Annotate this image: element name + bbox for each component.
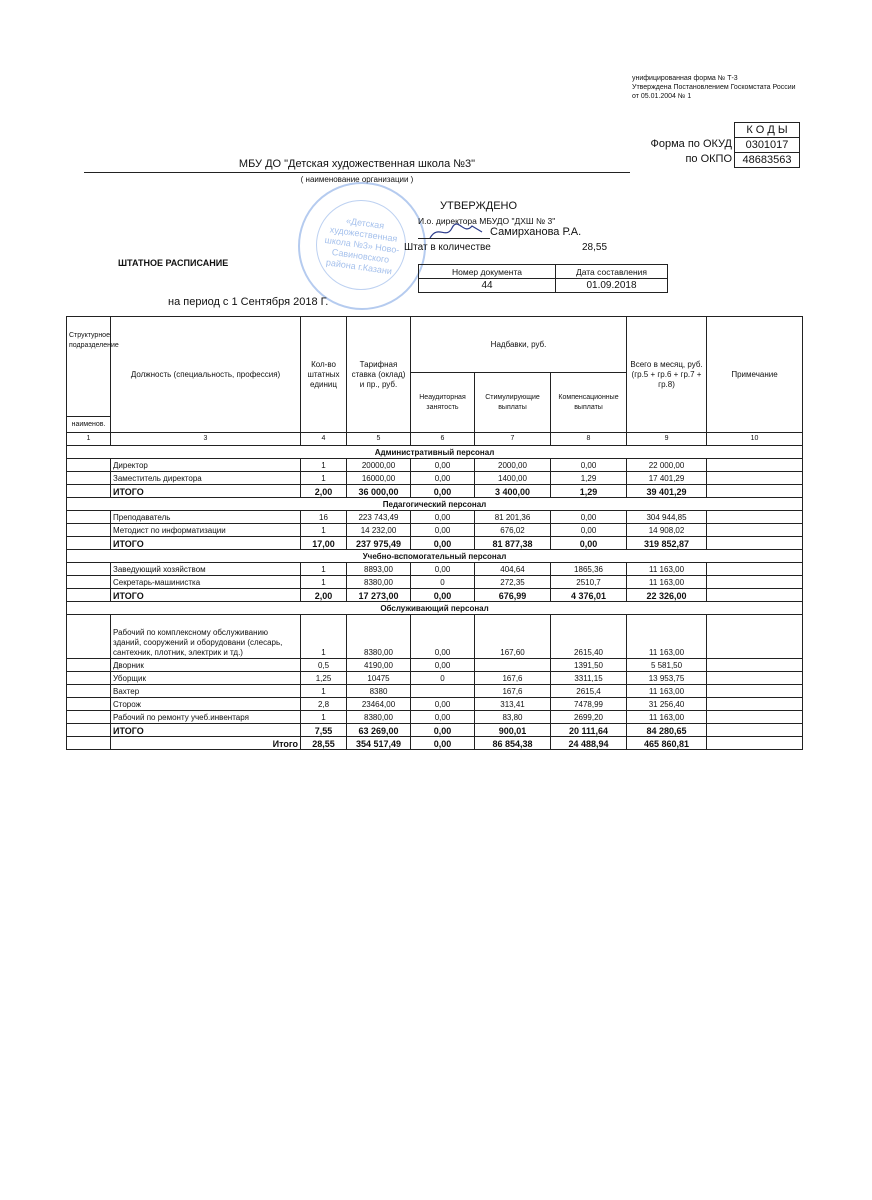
rate-cell: 17 273,00: [347, 589, 411, 602]
okud-code: 0301017: [735, 138, 799, 153]
extra-cell: 0,00: [411, 472, 475, 485]
header-extra: Неаудиторная занятость: [411, 373, 475, 433]
comp-cell: 0,00: [551, 524, 627, 537]
struct-cell: [67, 563, 111, 576]
total-cell: 465 860,81: [627, 737, 707, 750]
header-comp: Компенсационные выплаты: [551, 373, 627, 433]
total-cell: 11 163,00: [627, 576, 707, 589]
section-title: Педагогический персонал: [67, 498, 803, 511]
staff-count-value: 28,55: [582, 242, 608, 253]
rate-cell: 8380,00: [347, 615, 411, 659]
rate-cell: 63 269,00: [347, 724, 411, 737]
rate-cell: 8893,00: [347, 563, 411, 576]
approver-position: И.о. директора МБУДО "ДХШ № 3": [418, 216, 556, 226]
struct-cell: [67, 459, 111, 472]
stim-cell: 676,02: [475, 524, 551, 537]
struct-cell: [67, 589, 111, 602]
total-cell: 304 944,85: [627, 511, 707, 524]
note-cell: [707, 685, 803, 698]
section-title: Учебно-вспомогательный персонал: [67, 550, 803, 563]
stim-cell: 1400,00: [475, 472, 551, 485]
comp-cell: 0,00: [551, 511, 627, 524]
note-cell: [707, 615, 803, 659]
signature-mark: [428, 222, 484, 242]
total-cell: 14 908,02: [627, 524, 707, 537]
section-header-row: [67, 602, 803, 615]
extra-cell: 0: [411, 672, 475, 685]
position-cell: Вахтер: [111, 685, 301, 698]
stim-cell: 167,6: [475, 685, 551, 698]
col-num: 7: [475, 433, 551, 446]
organization-name: МБУ ДО "Детская художественная школа №3": [84, 158, 630, 173]
note-cell: [707, 485, 803, 498]
position-cell: Рабочий по комплексному обслуживанию зданий, сооружений и оборудовани (слесарь, сантехник, плотник, электрик и тд.): [111, 615, 301, 659]
total-cell: 5 581,50: [627, 659, 707, 672]
col-num: 1: [67, 433, 111, 446]
comp-cell: 20 111,64: [551, 724, 627, 737]
header-position: Должность (специальность, профессия): [111, 317, 301, 433]
position-cell: Уборщик: [111, 672, 301, 685]
rate-cell: 237 975,49: [347, 537, 411, 550]
count-cell: 1: [301, 472, 347, 485]
total-row: [67, 537, 803, 550]
struct-cell: [67, 485, 111, 498]
position-cell: Методист по информатизации: [111, 524, 301, 537]
stim-cell: 81 877,38: [475, 537, 551, 550]
struct-cell: [67, 737, 111, 750]
col-num: 8: [551, 433, 627, 446]
rate-cell: 8380,00: [347, 576, 411, 589]
struct-cell: [67, 537, 111, 550]
comp-cell: 4 376,01: [551, 589, 627, 602]
count-cell: 2,8: [301, 698, 347, 711]
comp-cell: 2615,4: [551, 685, 627, 698]
struct-cell: [67, 672, 111, 685]
table-row: [67, 685, 803, 698]
comp-cell: 24 488,94: [551, 737, 627, 750]
comp-cell: 2510,7: [551, 576, 627, 589]
col-num: 5: [347, 433, 411, 446]
total-row: [67, 724, 803, 737]
comp-cell: 2615,40: [551, 615, 627, 659]
col-num: 3: [111, 433, 301, 446]
total-cell: 11 163,00: [627, 685, 707, 698]
count-cell: 7,55: [301, 724, 347, 737]
position-cell: Сторож: [111, 698, 301, 711]
stim-cell: 81 201,36: [475, 511, 551, 524]
rate-cell: 36 000,00: [347, 485, 411, 498]
rate-cell: 23464,00: [347, 698, 411, 711]
table-row: [67, 511, 803, 524]
table-row: [67, 711, 803, 724]
section-header-row: [67, 446, 803, 459]
count-cell: 2,00: [301, 589, 347, 602]
extra-cell: 0,00: [411, 524, 475, 537]
header-struct-sub: наименов.: [67, 417, 111, 433]
struct-cell: [67, 698, 111, 711]
stim-cell: 167,6: [475, 672, 551, 685]
comp-cell: 1865,36: [551, 563, 627, 576]
struct-cell: [67, 524, 111, 537]
form-note-line: Утверждена Постановлением Госкомстата России: [632, 84, 796, 91]
count-cell: 1: [301, 563, 347, 576]
col-num: 9: [627, 433, 707, 446]
note-cell: [707, 472, 803, 485]
note-cell: [707, 711, 803, 724]
position-cell: Итого: [111, 737, 301, 750]
section-title: Обслуживающий персонал: [67, 602, 803, 615]
note-cell: [707, 698, 803, 711]
form-note: [632, 74, 832, 101]
header-struct: Структурное подразделение: [67, 317, 111, 417]
extra-cell: 0: [411, 576, 475, 589]
extra-cell: 0,00: [411, 698, 475, 711]
col-num: 10: [707, 433, 803, 446]
stim-cell: 2000,00: [475, 459, 551, 472]
position-cell: Преподаватель: [111, 511, 301, 524]
table-row: [67, 563, 803, 576]
position-cell: ИТОГО: [111, 537, 301, 550]
stim-cell: 167,60: [475, 615, 551, 659]
position-cell: Секретарь-машинистка: [111, 576, 301, 589]
rate-cell: 8380: [347, 685, 411, 698]
extra-cell: 0,00: [411, 589, 475, 602]
total-cell: 17 401,29: [627, 472, 707, 485]
count-cell: 1: [301, 711, 347, 724]
total-cell: 84 280,65: [627, 724, 707, 737]
total-cell: 11 163,00: [627, 711, 707, 724]
rate-cell: 223 743,49: [347, 511, 411, 524]
extra-cell: 0,00: [411, 659, 475, 672]
rate-cell: 354 517,49: [347, 737, 411, 750]
stim-cell: 404,64: [475, 563, 551, 576]
extra-cell: 0,00: [411, 737, 475, 750]
doc-date-label: Дата составления: [556, 265, 668, 279]
section-header-row: [67, 550, 803, 563]
stim-cell: 83,80: [475, 711, 551, 724]
total-cell: 11 163,00: [627, 563, 707, 576]
position-cell: ИТОГО: [111, 589, 301, 602]
okpo-code: 48683563: [742, 154, 792, 166]
codes-box: [734, 122, 800, 168]
struct-cell: [67, 472, 111, 485]
staff-count: [404, 242, 624, 253]
rate-cell: 8380,00: [347, 711, 411, 724]
section-title: Административный персонал: [67, 446, 803, 459]
rate-cell: 16000,00: [347, 472, 411, 485]
note-cell: [707, 563, 803, 576]
position-cell: Заведующий хозяйством: [111, 563, 301, 576]
header-note: Примечание: [707, 317, 803, 433]
count-cell: 0,5: [301, 659, 347, 672]
position-cell: Заместитель директора: [111, 472, 301, 485]
count-cell: 28,55: [301, 737, 347, 750]
form-note-line: от 05.01.2004 № 1: [632, 93, 692, 100]
signer-name: Самирханова Р.А.: [490, 226, 582, 238]
comp-cell: 0,00: [551, 459, 627, 472]
approved-title: УТВЕРЖДЕНО: [440, 200, 518, 212]
note-cell: [707, 589, 803, 602]
total-row: [67, 589, 803, 602]
rate-cell: 20000,00: [347, 459, 411, 472]
struct-cell: [67, 685, 111, 698]
extra-cell: 0,00: [411, 724, 475, 737]
count-cell: 16: [301, 511, 347, 524]
header-allowances: Надбавки, руб.: [411, 317, 627, 373]
extra-cell: [411, 685, 475, 698]
col-num: 4: [301, 433, 347, 446]
note-cell: [707, 459, 803, 472]
table-row: [67, 524, 803, 537]
comp-cell: 3311,15: [551, 672, 627, 685]
note-cell: [707, 537, 803, 550]
document-title: ШТАТНОЕ РАСПИСАНИЕ: [118, 258, 229, 268]
extra-cell: 0,00: [411, 711, 475, 724]
extra-cell: 0,00: [411, 485, 475, 498]
total-row: [67, 485, 803, 498]
extra-cell: 0,00: [411, 615, 475, 659]
comp-cell: 0,00: [551, 537, 627, 550]
rate-cell: 10475: [347, 672, 411, 685]
codes-header: К О Д Ы: [735, 123, 799, 138]
struct-cell: [67, 659, 111, 672]
note-cell: [707, 511, 803, 524]
stim-cell: 900,01: [475, 724, 551, 737]
count-cell: 1: [301, 576, 347, 589]
header-rate: Тарифная ставка (оклад) и пр., руб.: [347, 317, 411, 433]
col-num: 6: [411, 433, 475, 446]
grand-total-row: [67, 737, 803, 750]
struct-cell: [67, 724, 111, 737]
stamp-text: «Детская художественная школа №3» Ново-Савиновского района г.Казани: [324, 215, 400, 277]
position-cell: ИТОГО: [111, 485, 301, 498]
position-cell: Дворник: [111, 659, 301, 672]
stim-cell: 313,41: [475, 698, 551, 711]
struct-cell: [67, 615, 111, 659]
total-cell: 13 953,75: [627, 672, 707, 685]
note-cell: [707, 724, 803, 737]
total-cell: 22 000,00: [627, 459, 707, 472]
total-cell: 319 852,87: [627, 537, 707, 550]
staff-count-label: Штат в количестве: [404, 242, 491, 253]
stim-cell: [475, 659, 551, 672]
note-cell: [707, 659, 803, 672]
document-info-table: [418, 264, 668, 293]
table-row: [67, 698, 803, 711]
rate-cell: 14 232,00: [347, 524, 411, 537]
document-period: на период с 1 Сентября 2018 Г.: [168, 296, 329, 308]
table-row: [67, 576, 803, 589]
count-cell: 17,00: [301, 537, 347, 550]
comp-cell: 1,29: [551, 472, 627, 485]
table-row: [67, 659, 803, 672]
comp-cell: 1391,50: [551, 659, 627, 672]
comp-cell: 2699,20: [551, 711, 627, 724]
staff-table: [66, 316, 803, 750]
struct-cell: [67, 511, 111, 524]
total-cell: 31 256,40: [627, 698, 707, 711]
table-row: [67, 459, 803, 472]
doc-number-label: Номер документа: [419, 265, 556, 279]
note-cell: [707, 524, 803, 537]
table-row: [67, 615, 803, 659]
extra-cell: 0,00: [411, 511, 475, 524]
count-cell: 1,25: [301, 672, 347, 685]
position-cell: ИТОГО: [111, 724, 301, 737]
comp-cell: 1,29: [551, 485, 627, 498]
struct-cell: [67, 711, 111, 724]
count-cell: 2,00: [301, 485, 347, 498]
note-cell: [707, 576, 803, 589]
stim-cell: 272,35: [475, 576, 551, 589]
header-total: Всего в месяц, руб. (гр.5 + гр.6 + гр.7 + гр.8): [627, 317, 707, 433]
table-row: [67, 472, 803, 485]
position-cell: Директор: [111, 459, 301, 472]
doc-number: 44: [419, 279, 556, 293]
stim-cell: 676,99: [475, 589, 551, 602]
total-cell: 11 163,00: [627, 615, 707, 659]
position-cell: Рабочий по ремонту учеб.инвентаря: [111, 711, 301, 724]
extra-cell: 0,00: [411, 459, 475, 472]
comp-cell: 7478,99: [551, 698, 627, 711]
section-header-row: [67, 498, 803, 511]
stim-cell: 3 400,00: [475, 485, 551, 498]
count-cell: 1: [301, 685, 347, 698]
count-cell: 1: [301, 615, 347, 659]
count-cell: 1: [301, 524, 347, 537]
total-cell: 22 326,00: [627, 589, 707, 602]
extra-cell: 0,00: [411, 537, 475, 550]
extra-cell: 0,00: [411, 563, 475, 576]
okud-label: Форма по ОКУД: [650, 138, 732, 150]
header-count: Кол-во штатных единиц: [301, 317, 347, 433]
header-stim: Стимулирующие выплаты: [475, 373, 551, 433]
count-cell: 1: [301, 459, 347, 472]
table-row: [67, 672, 803, 685]
struct-cell: [67, 576, 111, 589]
total-cell: 39 401,29: [627, 485, 707, 498]
stim-cell: 86 854,38: [475, 737, 551, 750]
rate-cell: 4190,00: [347, 659, 411, 672]
okpo-label: по ОКПО: [685, 153, 732, 165]
organization-caption: ( наименование организации ): [300, 175, 414, 184]
note-cell: [707, 737, 803, 750]
doc-date: 01.09.2018: [556, 279, 668, 293]
note-cell: [707, 672, 803, 685]
form-note-line: унифицированная форма № Т-3: [632, 75, 738, 82]
